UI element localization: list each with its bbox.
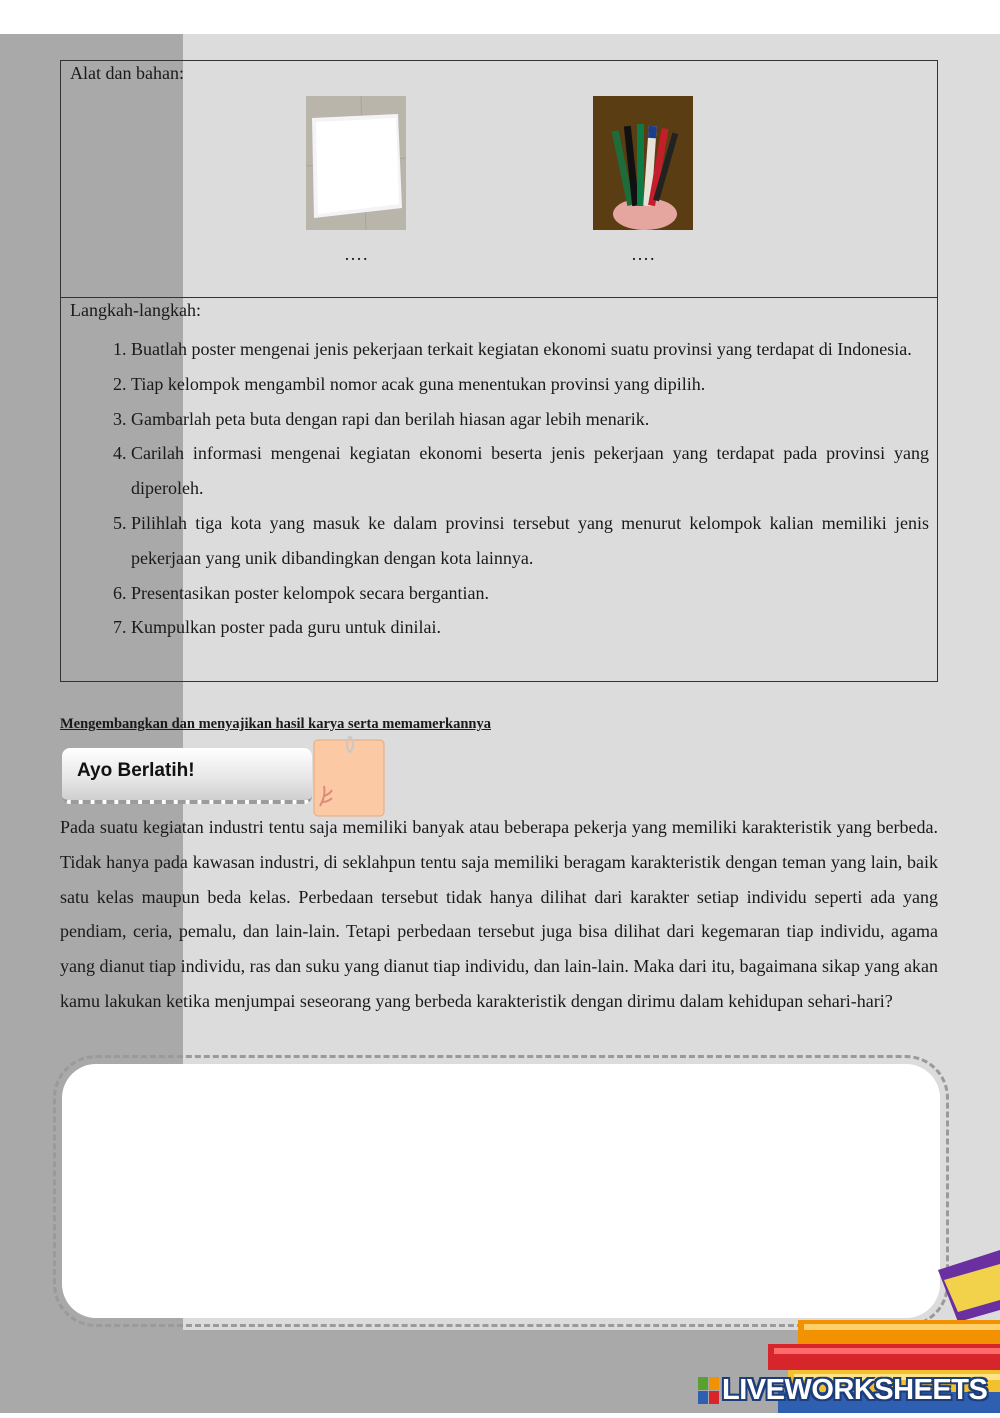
step-item: 2. Tiap kelompok mengambil nomor acak guna menentukan provinsi yang dipilih. — [131, 367, 929, 402]
practice-banner — [62, 748, 312, 804]
liveworksheets-logo-icon — [698, 1377, 720, 1405]
question-paragraph: Pada suatu kegiatan industri tentu saja memiliki banyak atau beberapa pekerja yang memiliki karakteristik yang berbeda. Tidak hanya pada kawasan industri, di seklahpun tentu saja memiliki beragam karakteristik dengan teman yang lain, baik satu kelas maupun beda kelas. Perbedaan tersebut tidak hanya dilihat dari karakter setiap individu seperti ada yang pendiam, ceria, pemalu, dan lain-lain. Tetapi perbedaan tersebut juga bisa dilihat dari kegemaran tiap individu, agama yang dianut tiap individu, ras dan suku yang dianut tiap individu, dan lain-lain. Maka dari itu, bagaimana sikap yang akan kamu lakukan ketika menjumpai seseorang yang berbeda karakteristik dengan dirimu dalam kehidupan sehari-hari? — [60, 817, 938, 1011]
markers-image — [593, 96, 693, 230]
step-item: 4. Carilah informasi mengenai kegiatan ekonomi beserta jenis pekerjaan yang terdapat pada provinsi yang diperoleh. — [131, 436, 929, 506]
materials-label: Alat dan bahan: — [70, 63, 184, 83]
step-item: 1. Buatlah poster mengenai jenis pekerjaan terkait kegiatan ekonomi suatu provinsi yang terdapat di Indonesia. — [131, 332, 929, 367]
step-item: 3. Gambarlah peta buta dengan rapi dan berilah hiasan agar lebih menarik. — [131, 402, 929, 437]
materials-box — [60, 60, 938, 298]
steps-box — [60, 297, 938, 682]
brand-watermark — [698, 1374, 987, 1407]
section-title: Mengembangkan dan menyajikan hasil karya serta memamerkannya — [60, 716, 491, 732]
steps-label: Langkah-langkah: — [70, 300, 201, 320]
sticky-note-icon — [312, 736, 386, 818]
steps-list — [61, 332, 929, 645]
step-item: 7. Kumpulkan poster pada guru untuk dinilai. — [131, 610, 929, 645]
markers-answer-blank[interactable]: …. — [631, 244, 656, 264]
practice-label: Ayo Berlatih! — [77, 760, 195, 781]
paper-answer-blank[interactable]: …. — [344, 244, 369, 264]
step-item: 5. Pilihlah tiga kota yang masuk ke dalam provinsi tersebut yang menurut kelompok kalian memiliki jenis pekerjaan yang unik dibandingkan dengan kota lainnya. — [131, 506, 929, 576]
step-item: 6. Presentasikan poster kelompok secara bergantian. — [131, 576, 929, 611]
brand-name: LIVEWORKSHEETS — [722, 1374, 988, 1406]
paper-image — [306, 96, 406, 230]
